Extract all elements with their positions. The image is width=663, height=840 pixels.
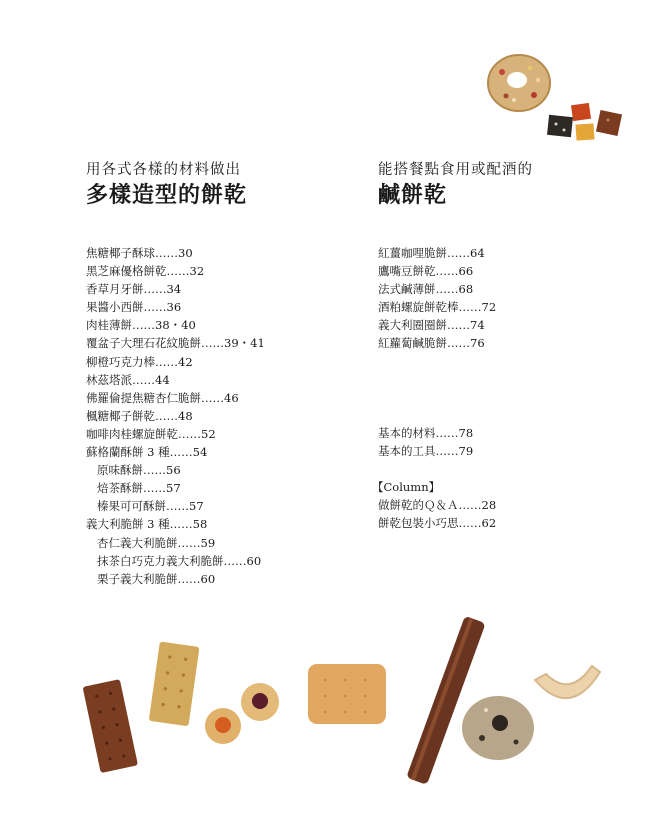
graham-cookie: [149, 641, 200, 726]
section-title: 鹹餅乾: [378, 182, 448, 208]
toc-item[interactable]: 楓糖椰子餅乾……48: [86, 408, 193, 423]
savory-cookie-toc: [378, 244, 496, 353]
toc-subitem[interactable]: 榛果可可酥餅……57: [97, 499, 204, 514]
toc-subitem[interactable]: 栗子義大利脆餅……60: [97, 571, 216, 586]
toc-item[interactable]: 法式鹹薄餅……68: [378, 282, 474, 297]
toc-item[interactable]: 焦糖椰子酥球……30: [86, 246, 193, 260]
jam-thumbprint-cookie: [205, 708, 241, 744]
toc-item[interactable]: 紅蘿蔔鹹脆餅……76: [378, 336, 485, 351]
toc-subitem[interactable]: 焙茶酥餅……57: [97, 481, 181, 496]
toc-item[interactable]: 柳橙巧克力棒……42: [86, 354, 193, 369]
spiral-stick-cookie: [406, 616, 486, 785]
toc-item[interactable]: 基本的工具……79: [378, 444, 474, 459]
toc-item[interactable]: 黑芝麻優格餅乾……32: [86, 264, 205, 279]
toc-item[interactable]: 肉桂薄餅……38・40: [86, 318, 196, 333]
toc-item[interactable]: 做餅乾的Ｑ＆Ａ……28: [378, 498, 497, 513]
toc-item[interactable]: 酒粕螺旋餅乾棒……72: [378, 300, 497, 315]
toc-item[interactable]: 鷹嘴豆餅乾……66: [378, 264, 474, 279]
sesame-round-cookie: [462, 696, 534, 760]
cracker-squares-photo: [546, 98, 628, 144]
toc-subitem[interactable]: 原味酥餅……56: [97, 463, 181, 478]
toc-item[interactable]: 義大利圈圈餅……74: [378, 318, 485, 333]
toc-item[interactable]: 佛羅倫提焦糖杏仁脆餅……46: [86, 390, 239, 405]
section-title: 多樣造型的餅乾: [86, 182, 248, 208]
toc-item[interactable]: 蘇格蘭酥餅 3 種……54: [86, 445, 208, 460]
toc-item[interactable]: 餅乾包裝小巧思……62: [378, 516, 497, 531]
toc-subitem[interactable]: 杏仁義大利脆餅……59: [97, 535, 216, 550]
toc-item[interactable]: 林茲塔派……44: [86, 372, 170, 387]
section-subtitle: 能搭餐點食用或配酒的: [378, 162, 533, 178]
shortbread-cookie: [308, 664, 386, 724]
crescent-cookie: [535, 666, 600, 698]
toc-item[interactable]: 義大利脆餅 3 種……58: [86, 517, 208, 532]
section-subtitle: 用各式各樣的材料做出: [86, 162, 241, 178]
column-heading: 【Column】: [372, 480, 441, 494]
toc-item[interactable]: 基本的材料……78: [378, 426, 474, 440]
toc-item[interactable]: 果醬小西餅……36: [86, 300, 182, 315]
toc-subitem[interactable]: 抹茶白巧克力義大利脆餅……60: [97, 553, 262, 568]
toc-item[interactable]: 咖啡肉桂螺旋餅乾……52: [86, 426, 216, 441]
ring-cookie-photo: [484, 50, 554, 116]
toc-item[interactable]: 紅薑咖哩脆餅……64: [378, 246, 485, 260]
toc-item[interactable]: 覆盆子大理石花紋脆餅……39・41: [86, 336, 265, 351]
berry-jam-cookie: [241, 683, 279, 721]
cookie-photo-strip: [80, 610, 640, 785]
sweet-cookie-toc: [86, 244, 265, 588]
toc-item[interactable]: 香草月牙餅……34: [86, 282, 182, 297]
column-toc: [372, 478, 496, 532]
chocolate-graham-cookie: [83, 679, 138, 773]
basics-toc: [378, 424, 473, 460]
